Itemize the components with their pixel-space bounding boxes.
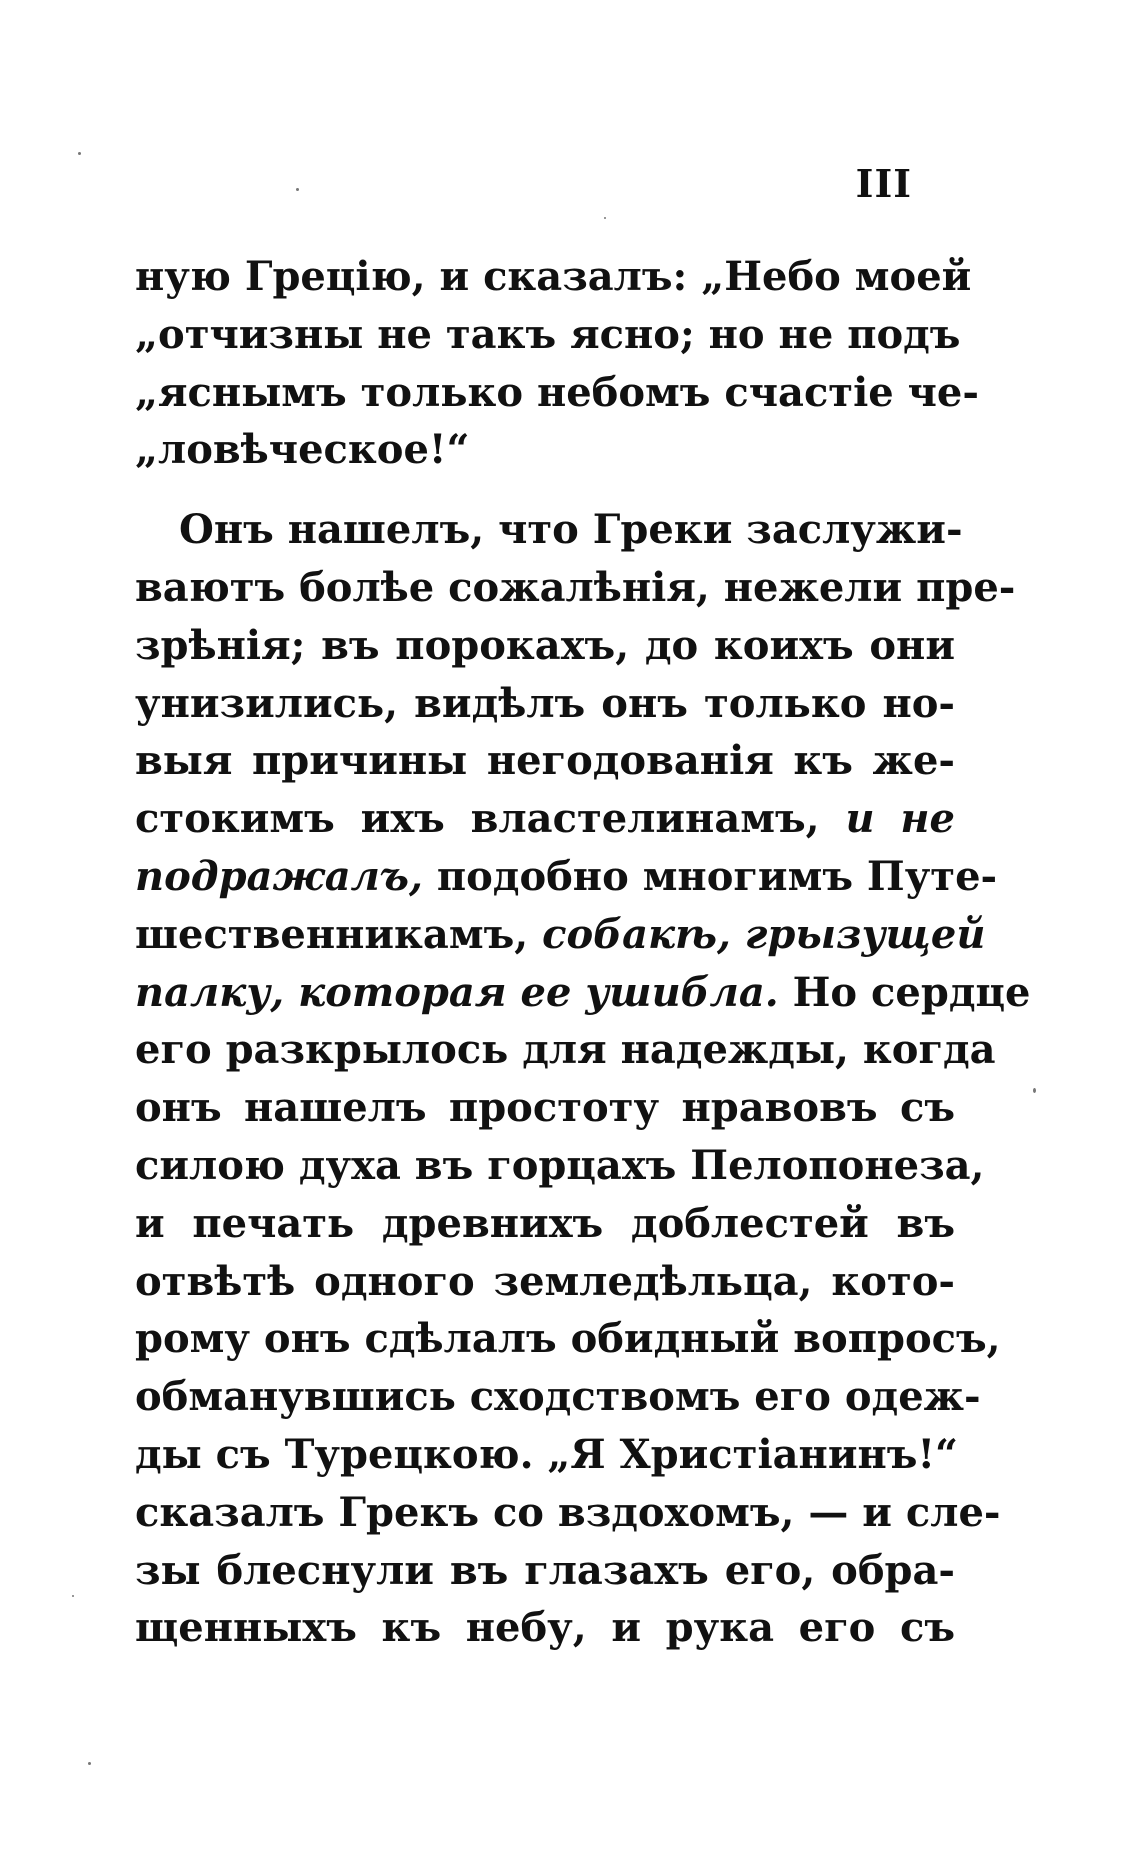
text-line: Онъ нашелъ, что Греки заслужи-	[179, 506, 963, 554]
text-line	[135, 906, 986, 964]
text-line: ную Грецію, и сказалъ: „Небо моей	[135, 253, 972, 300]
text-line: ды съ Турецкою. „Я Христіанинъ!“	[135, 1430, 959, 1478]
scan-speck	[1033, 1088, 1036, 1093]
text-line: отвѣтѣ одного земледѣльца, кото-	[135, 1257, 955, 1305]
text-line: выя причины негодованія къ же-	[135, 737, 955, 785]
text-line: и печать древнихъ доблестей въ	[135, 1199, 955, 1247]
scan-speck	[72, 1595, 74, 1597]
text-run: подобно многимъ Путе-	[436, 852, 998, 900]
text-line: онъ нашелъ простоту нравовъ съ	[135, 1084, 955, 1132]
text-line	[135, 848, 998, 906]
page-number: III	[855, 161, 912, 206]
italic-run: собакѣ, грызущей	[542, 910, 986, 958]
text-line: обманувшись сходствомъ его одеж-	[135, 1373, 981, 1421]
paragraph-gap	[135, 479, 955, 501]
text-line: унизились, видѣлъ онъ только но-	[135, 679, 955, 727]
paragraph-2	[135, 501, 1031, 1657]
text-line: зрѣнія; въ порокахъ, до коихъ они	[135, 621, 955, 669]
italic-run: и не	[845, 795, 955, 843]
text-line: „яснымъ только небомъ счастіе че-	[135, 368, 979, 416]
text-line: щенныхъ къ небу, и рука его съ	[135, 1604, 955, 1652]
scan-speck	[604, 217, 606, 219]
text-run: стокимъ ихъ властелинамъ,	[135, 795, 820, 843]
text-line: „отчизны не такъ ясно; но не подъ	[135, 310, 961, 358]
paragraph-1	[135, 248, 979, 479]
text-run: Но сердце	[792, 968, 1031, 1016]
text-line	[135, 964, 1031, 1022]
text-line: зы блеснули въ глазахъ его, обра-	[135, 1546, 955, 1594]
text-line	[135, 790, 955, 848]
text-line: его разкрылось для надежды, когда	[135, 1026, 996, 1074]
text-line: сказалъ Грекъ со вздохомъ, — и сле-	[135, 1488, 1001, 1536]
text-line: „ловѣческое!“	[135, 426, 470, 474]
text-line: ваютъ болѣе сожалѣнія, нежели пре-	[135, 563, 1016, 611]
scan-speck	[88, 1762, 91, 1765]
text-line: силою духа въ горцахъ Пелопонеза,	[135, 1141, 985, 1189]
italic-run: палку, которая ее ушибла.	[135, 968, 779, 1016]
scan-speck	[296, 188, 299, 191]
text-block	[135, 248, 1031, 1657]
scan-speck	[78, 152, 81, 155]
text-run: шественникамъ,	[135, 910, 529, 958]
italic-run: подражалъ,	[135, 852, 423, 900]
text-line: рому онъ сдѣлалъ обидный вопросъ,	[135, 1315, 1001, 1363]
